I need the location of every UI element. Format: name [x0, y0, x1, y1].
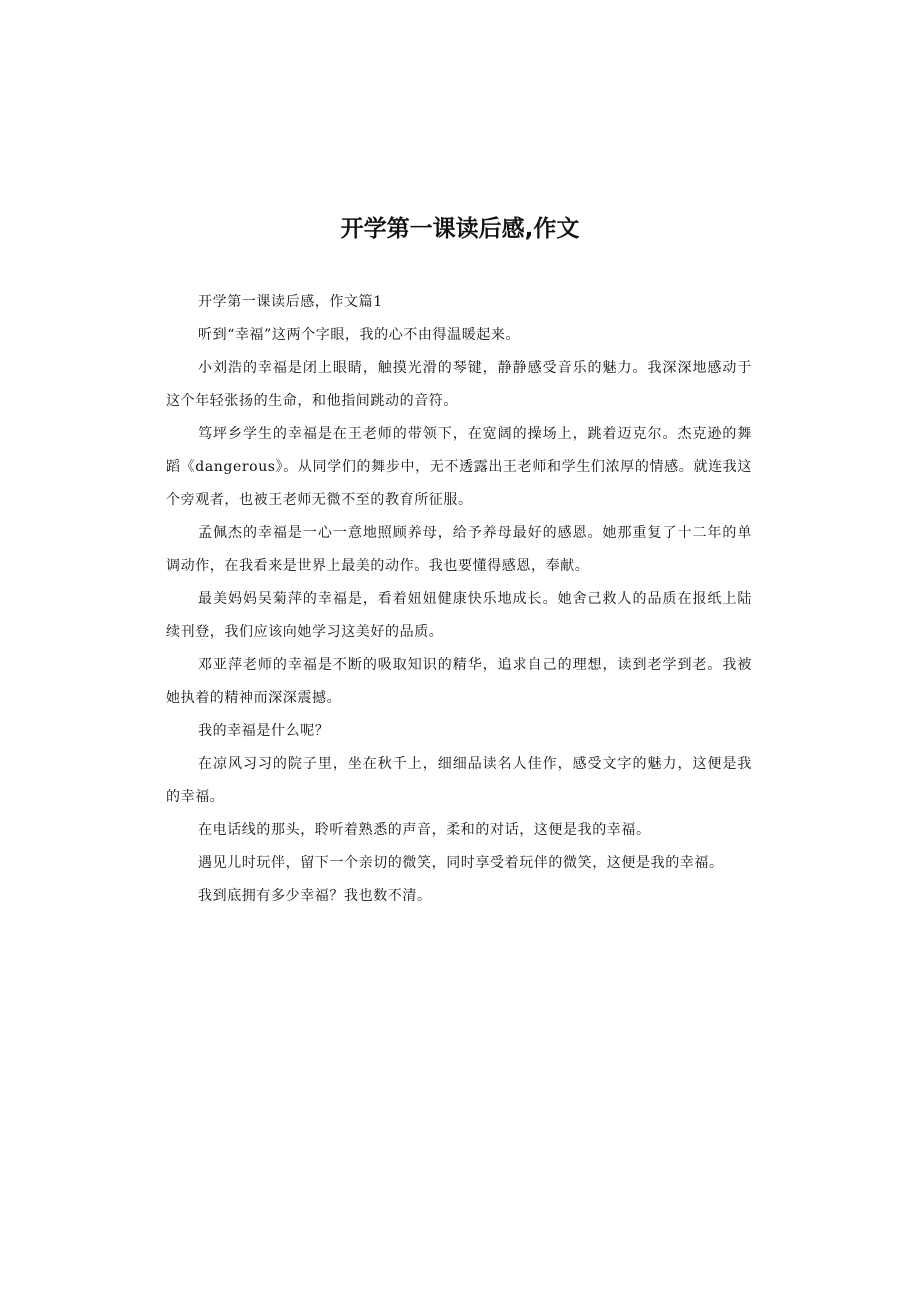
- paragraph: 最美妈妈吴菊萍的幸福是，看着妞妞健康快乐地成长。她舍己救人的品质在报纸上陆续刊登，我们应该向她学习这美好的品质。: [166, 591, 752, 640]
- paragraph: 遇见儿时玩伴，留下一个亲切的微笑，同时享受着玩伴的微笑，这便是我的幸福。: [198, 855, 724, 871]
- document-title: 开学第一课读后感,作文: [340, 216, 580, 242]
- paragraph: 听到“幸福”这两个字眼，我的心不由得温暖起来。: [198, 327, 521, 343]
- paragraph: 开学第一课读后感，作文篇1: [198, 294, 383, 310]
- paragraph: 孟佩杰的幸福是一心一意地照顾养母，给予养母最好的感恩。她那重复了十二年的单调动作，在我看来是世界上最美的动作。我也要懂得感恩，奉献。: [166, 525, 752, 574]
- paragraph: 邓亚萍老师的幸福是不断的吸取知识的精华，追求自己的理想，读到老学到老。我被她执着的精神而深深震撼。: [166, 657, 752, 706]
- paragraph: 我到底拥有多少幸福？我也数不清。: [198, 888, 432, 904]
- paragraph: 我的幸福是什么呢？: [198, 723, 330, 739]
- paragraph: 笃坪乡学生的幸福是在王老师的带领下，在宽阔的操场上，跳着迈克尔。杰克逊的舞蹈《dangerous》。从同学们的舞步中，无不透露出王老师和学生们浓厚的情感。就连我这个旁观者，也被王老师无微不至的教育所征服。: [166, 426, 752, 508]
- paragraph: 小刘浩的幸福是闭上眼睛，触摸光滑的琴键，静静感受音乐的魅力。我深深地感动于这个年轻张扬的生命，和他指间跳动的音符。: [166, 360, 752, 409]
- document-body: [166, 286, 752, 913]
- paragraph: 在电话线的那头，聆听着熟悉的声音，柔和的对话，这便是我的幸福。: [198, 822, 651, 838]
- paragraph: 在凉风习习的院子里，坐在秋千上，细细品读名人佳作，感受文字的魅力，这便是我的幸福。: [166, 756, 752, 805]
